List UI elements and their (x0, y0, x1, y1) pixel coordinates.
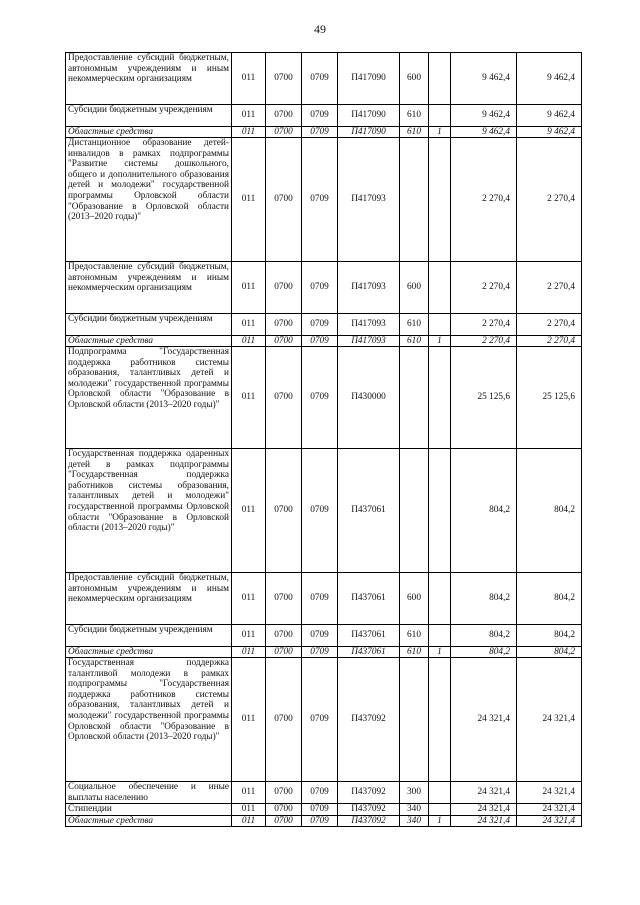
cell-code-vr: 600 (400, 262, 429, 314)
cell-source-code (429, 449, 451, 573)
cell-code-pr: 0709 (302, 573, 338, 625)
cell-sum-year1: 9 462,4 (451, 127, 517, 138)
cell-code-gr: 011 (232, 804, 266, 816)
cell-source-code (429, 804, 451, 816)
table-row (66, 815, 582, 826)
cell-code-gr: 011 (232, 658, 266, 782)
cell-item-name: Государственная поддержка одаренных детей в рамках подпрограммы "Государственная поддержка работников системы образования, талантливых детей и молодежи" государственной программы Орловской области "Образование в Орловской области (2013–2020 годы)" (66, 449, 232, 573)
cell-code-rz: 0700 (266, 647, 302, 658)
table-row (66, 647, 582, 658)
cell-code-cs: П417093 (338, 138, 400, 262)
cell-sum-year2: 9 462,4 (517, 53, 582, 105)
table-row (66, 573, 582, 625)
cell-sum-year2: 25 125,6 (517, 347, 582, 449)
cell-sum-year1: 2 270,4 (451, 336, 517, 347)
cell-code-rz: 0700 (266, 105, 302, 127)
cell-code-gr: 011 (232, 625, 266, 647)
cell-code-gr: 011 (232, 815, 266, 826)
cell-sum-year2: 24 321,4 (517, 815, 582, 826)
cell-code-rz: 0700 (266, 262, 302, 314)
cell-sum-year1: 2 270,4 (451, 314, 517, 336)
cell-code-vr: 610 (400, 105, 429, 127)
cell-code-pr: 0709 (302, 138, 338, 262)
cell-code-vr (400, 658, 429, 782)
cell-code-rz: 0700 (266, 573, 302, 625)
cell-code-gr: 011 (232, 53, 266, 105)
cell-sum-year2: 804,2 (517, 449, 582, 573)
cell-item-name: Стипендии (66, 804, 232, 816)
cell-code-gr: 011 (232, 347, 266, 449)
cell-code-pr: 0709 (302, 127, 338, 138)
cell-code-rz: 0700 (266, 449, 302, 573)
cell-sum-year2: 24 321,4 (517, 782, 582, 804)
cell-sum-year2: 24 321,4 (517, 804, 582, 816)
cell-code-pr: 0709 (302, 647, 338, 658)
cell-sum-year1: 2 270,4 (451, 138, 517, 262)
cell-sum-year2: 9 462,4 (517, 105, 582, 127)
cell-sum-year2: 2 270,4 (517, 262, 582, 314)
cell-code-gr: 011 (232, 127, 266, 138)
cell-code-pr: 0709 (302, 658, 338, 782)
cell-code-rz: 0700 (266, 804, 302, 816)
cell-item-name: Областные средства (66, 336, 232, 347)
cell-code-gr: 011 (232, 138, 266, 262)
table-row (66, 658, 582, 782)
cell-code-gr: 011 (232, 449, 266, 573)
cell-sum-year2: 2 270,4 (517, 138, 582, 262)
cell-code-rz: 0700 (266, 625, 302, 647)
table-row (66, 449, 582, 573)
cell-code-rz: 0700 (266, 314, 302, 336)
table-row (66, 804, 582, 816)
budget-table-body (66, 53, 582, 827)
table-row (66, 782, 582, 804)
cell-code-cs: П437092 (338, 804, 400, 816)
cell-code-pr: 0709 (302, 815, 338, 826)
table-row (66, 53, 582, 105)
cell-code-vr (400, 347, 429, 449)
cell-source-code: 1 (429, 647, 451, 658)
cell-sum-year1: 24 321,4 (451, 815, 517, 826)
cell-sum-year1: 9 462,4 (451, 105, 517, 127)
cell-source-code: 1 (429, 815, 451, 826)
cell-code-rz: 0700 (266, 138, 302, 262)
cell-code-pr: 0709 (302, 782, 338, 804)
cell-code-pr: 0709 (302, 314, 338, 336)
cell-sum-year1: 24 321,4 (451, 804, 517, 816)
cell-code-cs: П437092 (338, 815, 400, 826)
cell-source-code (429, 782, 451, 804)
cell-item-name: Областные средства (66, 647, 232, 658)
cell-code-cs: П437092 (338, 782, 400, 804)
cell-source-code (429, 314, 451, 336)
cell-code-rz: 0700 (266, 347, 302, 449)
cell-code-rz: 0700 (266, 53, 302, 105)
cell-sum-year1: 804,2 (451, 647, 517, 658)
cell-item-name: Субсидии бюджетным учреждениям (66, 105, 232, 127)
cell-code-vr: 600 (400, 53, 429, 105)
cell-item-name: Дистанционное образование детей-инвалидов в рамках подпрограммы "Развитие системы дошкольного, общего и дополнительного образования детей и молодежи" государственной программы Орловской области "Образование в Орловской области (2013–2020 годы)" (66, 138, 232, 262)
cell-item-name: Предоставление субсидий бюджетным, автономным учреждениям и иным некоммерческим организациям (66, 262, 232, 314)
cell-code-vr: 340 (400, 815, 429, 826)
cell-code-cs: П437061 (338, 573, 400, 625)
cell-item-name: Предоставление субсидий бюджетным, автономным учреждениям и иным некоммерческим организациям (66, 573, 232, 625)
cell-code-cs: П437061 (338, 449, 400, 573)
cell-sum-year1: 2 270,4 (451, 262, 517, 314)
budget-table (65, 52, 582, 827)
cell-code-cs: П437061 (338, 625, 400, 647)
cell-source-code (429, 138, 451, 262)
cell-code-rz: 0700 (266, 815, 302, 826)
cell-sum-year1: 9 462,4 (451, 53, 517, 105)
cell-sum-year1: 25 125,6 (451, 347, 517, 449)
cell-sum-year2: 9 462,4 (517, 127, 582, 138)
cell-item-name: Субсидии бюджетным учреждениям (66, 625, 232, 647)
cell-sum-year1: 804,2 (451, 449, 517, 573)
table-row (66, 138, 582, 262)
cell-sum-year1: 24 321,4 (451, 782, 517, 804)
cell-code-vr: 610 (400, 647, 429, 658)
cell-item-name: Областные средства (66, 815, 232, 826)
cell-code-pr: 0709 (302, 53, 338, 105)
cell-source-code (429, 105, 451, 127)
cell-source-code (429, 658, 451, 782)
cell-code-gr: 011 (232, 314, 266, 336)
cell-code-cs: П437061 (338, 647, 400, 658)
cell-code-cs: П417093 (338, 314, 400, 336)
cell-code-vr: 340 (400, 804, 429, 816)
cell-source-code (429, 53, 451, 105)
cell-code-pr: 0709 (302, 336, 338, 347)
cell-code-pr: 0709 (302, 105, 338, 127)
cell-code-cs: П417093 (338, 262, 400, 314)
table-row (66, 625, 582, 647)
cell-code-pr: 0709 (302, 262, 338, 314)
cell-code-vr: 600 (400, 573, 429, 625)
cell-sum-year2: 804,2 (517, 573, 582, 625)
cell-code-gr: 011 (232, 105, 266, 127)
table-row (66, 262, 582, 314)
cell-code-cs: П417090 (338, 53, 400, 105)
cell-code-rz: 0700 (266, 782, 302, 804)
cell-code-pr: 0709 (302, 449, 338, 573)
cell-code-rz: 0700 (266, 127, 302, 138)
cell-source-code: 1 (429, 127, 451, 138)
page-number: 49 (314, 22, 326, 36)
table-row (66, 127, 582, 138)
cell-code-pr: 0709 (302, 804, 338, 816)
cell-source-code (429, 573, 451, 625)
cell-code-cs: П417093 (338, 336, 400, 347)
table-row (66, 314, 582, 336)
cell-sum-year1: 24 321,4 (451, 658, 517, 782)
cell-code-rz: 0700 (266, 658, 302, 782)
table-row (66, 336, 582, 347)
cell-code-gr: 011 (232, 573, 266, 625)
cell-item-name: Подпрограмма "Государственная поддержка работников системы образования, талантливых детей и молодежи" государственной программы Орловской области "Образование в Орловской области (2013–2020 годы)" (66, 347, 232, 449)
cell-sum-year1: 804,2 (451, 625, 517, 647)
cell-sum-year2: 804,2 (517, 625, 582, 647)
cell-source-code (429, 625, 451, 647)
cell-source-code (429, 262, 451, 314)
cell-code-cs: П417090 (338, 105, 400, 127)
cell-code-gr: 011 (232, 647, 266, 658)
cell-item-name: Социальное обеспечение и иные выплаты населению (66, 782, 232, 804)
cell-sum-year2: 804,2 (517, 647, 582, 658)
cell-item-name: Областные средства (66, 127, 232, 138)
cell-sum-year2: 2 270,4 (517, 314, 582, 336)
cell-sum-year2: 2 270,4 (517, 336, 582, 347)
cell-code-rz: 0700 (266, 336, 302, 347)
cell-code-vr: 610 (400, 127, 429, 138)
cell-item-name: Государственная поддержка талантливой молодежи в рамках подпрограммы "Государственная поддержка работников системы образования, талантливых детей и молодежи" государственной программы Орловской области "Образование в Орловской области (2013–2020 годы)" (66, 658, 232, 782)
cell-code-vr: 610 (400, 625, 429, 647)
cell-source-code: 1 (429, 336, 451, 347)
cell-sum-year1: 804,2 (451, 573, 517, 625)
cell-code-pr: 0709 (302, 625, 338, 647)
table-row (66, 105, 582, 127)
cell-code-vr: 300 (400, 782, 429, 804)
cell-code-cs: П430000 (338, 347, 400, 449)
table-row (66, 347, 582, 449)
cell-code-vr (400, 449, 429, 573)
cell-source-code (429, 347, 451, 449)
cell-item-name: Субсидии бюджетным учреждениям (66, 314, 232, 336)
cell-item-name: Предоставление субсидий бюджетным, автономным учреждениям и иным некоммерческим организациям (66, 53, 232, 105)
cell-code-gr: 011 (232, 782, 266, 804)
cell-code-gr: 011 (232, 336, 266, 347)
cell-code-gr: 011 (232, 262, 266, 314)
cell-code-cs: П437092 (338, 658, 400, 782)
cell-code-pr: 0709 (302, 347, 338, 449)
cell-code-vr: 610 (400, 314, 429, 336)
cell-sum-year2: 24 321,4 (517, 658, 582, 782)
cell-code-cs: П417090 (338, 127, 400, 138)
cell-code-vr (400, 138, 429, 262)
cell-code-vr: 610 (400, 336, 429, 347)
